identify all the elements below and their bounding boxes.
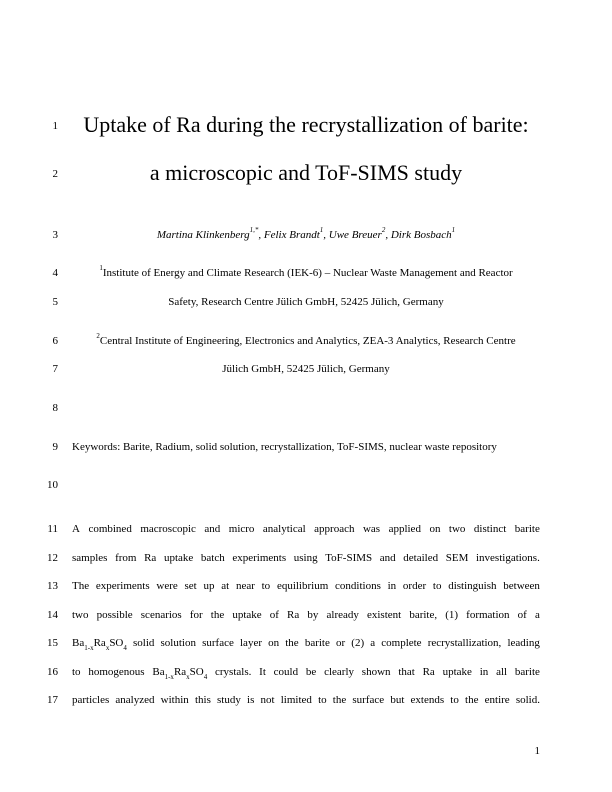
- abstract-line: [72, 636, 540, 653]
- line-number-12: 12: [47, 552, 58, 564]
- abstract-line: [72, 608, 540, 622]
- word: but: [390, 694, 405, 706]
- word: study: [217, 694, 241, 706]
- word: analyzed: [115, 694, 155, 706]
- word: at: [221, 580, 230, 592]
- word: on: [268, 637, 280, 649]
- word: up: [203, 580, 215, 592]
- word: approach: [314, 523, 355, 535]
- word: formation: [466, 609, 510, 621]
- word: to: [318, 694, 327, 706]
- word: The: [72, 580, 90, 592]
- word: solid.: [515, 694, 540, 706]
- word: distinguish: [448, 580, 497, 592]
- title-line-1: Uptake of Ra during the recrystallization of barite:: [83, 112, 529, 137]
- word: barite: [514, 523, 540, 535]
- word: the: [332, 694, 347, 706]
- word: of: [517, 609, 527, 621]
- page-number: 1: [534, 745, 540, 757]
- line-number-1: 1: [52, 120, 58, 132]
- subscript: x: [105, 644, 110, 653]
- subscript: x: [186, 673, 190, 682]
- word: using: [293, 552, 318, 564]
- word: all: [496, 666, 508, 678]
- line-number-6: 6: [52, 335, 58, 347]
- word: from: [115, 552, 137, 564]
- abstract-line: [72, 551, 540, 565]
- word: that: [398, 666, 415, 678]
- abstract-line: [72, 522, 540, 536]
- author-separator: ,: [385, 229, 391, 241]
- word: It: [259, 666, 266, 678]
- word: barite,: [409, 609, 438, 621]
- word: be: [305, 666, 317, 678]
- line-number-3: 3: [52, 229, 58, 241]
- word: for: [189, 609, 203, 621]
- word: Ra: [144, 552, 157, 564]
- word: leading: [507, 637, 540, 649]
- word: on: [429, 523, 441, 535]
- word: the: [285, 637, 299, 649]
- word: surface: [352, 694, 385, 706]
- word: micro: [228, 523, 255, 535]
- subscript: 1-x: [164, 673, 174, 682]
- word: Ra: [422, 666, 435, 678]
- author-affiliation-marker: 1: [319, 226, 324, 235]
- word: extends: [410, 694, 445, 706]
- abstract-line: [72, 665, 540, 682]
- word: two: [448, 523, 466, 535]
- word: homogenous: [88, 666, 145, 678]
- word: is: [247, 694, 255, 706]
- line-number-15: 15: [47, 637, 58, 649]
- line-number-11: 11: [47, 523, 58, 535]
- line-number-8: 8: [52, 402, 58, 414]
- word: SEM: [445, 552, 469, 564]
- word: combined: [88, 523, 132, 535]
- word: layer: [240, 637, 262, 649]
- word: investigations.: [475, 552, 540, 564]
- word: could: [273, 666, 299, 678]
- word: uptake: [163, 552, 194, 564]
- word: were: [156, 580, 178, 592]
- word: recrystallization,: [427, 637, 502, 649]
- line-number-14: 14: [47, 609, 58, 621]
- word: equilibrium: [276, 580, 329, 592]
- affiliation-2-line-2: Jülich GmbH, 52425 Jülich, Germany: [222, 363, 390, 375]
- abstract-line: [72, 579, 540, 593]
- word: particles: [72, 694, 110, 706]
- word: distinct: [473, 523, 507, 535]
- word: entire: [484, 694, 510, 706]
- word: to: [261, 580, 271, 592]
- word: limited: [280, 694, 312, 706]
- line-number-16: 16: [47, 666, 58, 678]
- abstract-line: [72, 693, 540, 707]
- word: (2): [351, 637, 365, 649]
- affiliation-1-line-2: Safety, Research Centre Jülich GmbH, 52425 Jülich, Germany: [168, 296, 444, 308]
- word: uptake: [232, 609, 262, 621]
- word: barite: [304, 637, 330, 649]
- word: ToF-SIMS: [325, 552, 373, 564]
- word: Ra: [287, 609, 300, 621]
- word: not: [260, 694, 275, 706]
- word: or: [335, 637, 346, 649]
- author-affiliation-marker: 1,*: [249, 226, 259, 235]
- word: detailed: [403, 552, 439, 564]
- word: already: [326, 609, 359, 621]
- line-number-4: 4: [52, 267, 58, 279]
- author-separator: ,: [258, 229, 264, 241]
- author-affiliation-marker: 1: [451, 226, 456, 235]
- word: shown: [361, 666, 391, 678]
- affiliation-1-line-1: [72, 266, 540, 280]
- author-name: Uwe Breuer: [328, 229, 382, 241]
- affiliation-2-line-1: [72, 334, 540, 348]
- word: near: [235, 580, 255, 592]
- line-number-10: 10: [47, 479, 58, 491]
- line-number-13: 13: [47, 580, 58, 592]
- word: solid: [133, 637, 155, 649]
- word: experiments: [95, 580, 150, 592]
- word: (1): [445, 609, 459, 621]
- word: two: [72, 609, 89, 621]
- word: $Ba_{1-x}Ra_xSO_4$: [72, 637, 127, 653]
- author-list: [72, 228, 540, 242]
- word: in: [387, 580, 397, 592]
- word: order: [402, 580, 427, 592]
- word: between: [503, 580, 540, 592]
- author-name: Felix Brandt: [263, 229, 320, 241]
- word: applied: [388, 523, 421, 535]
- affiliation-text: Institute of Energy and Climate Research (IEK-6) – Nuclear Waste Management and Reactor: [102, 267, 513, 279]
- word: samples: [72, 552, 108, 564]
- word: the: [465, 694, 479, 706]
- word: of: [269, 609, 279, 621]
- line-number-5: 5: [52, 296, 58, 308]
- word: clearly: [324, 666, 355, 678]
- subscript: 1-x: [84, 644, 94, 653]
- word: the: [210, 609, 225, 621]
- line-number-9: 9: [52, 441, 58, 453]
- word: was: [362, 523, 381, 535]
- word: to: [450, 694, 459, 706]
- word: barite: [514, 666, 540, 678]
- word: and: [204, 523, 221, 535]
- word: crystals.: [215, 666, 252, 678]
- word: a: [370, 637, 376, 649]
- word: surface: [202, 637, 234, 649]
- word: by: [307, 609, 319, 621]
- word: macroscopic: [140, 523, 196, 535]
- title-line-2: a microscopic and ToF-SIMS study: [149, 160, 463, 185]
- word: uptake: [442, 666, 472, 678]
- word: complete: [381, 637, 422, 649]
- word: this: [194, 694, 211, 706]
- word: to: [72, 666, 81, 678]
- word: set: [184, 580, 197, 592]
- word: A: [72, 523, 80, 535]
- author-separator: ,: [323, 229, 329, 241]
- affiliation-text: Central Institute of Engineering, Electronics and Analytics, ZEA-3 Analytics, Research Centre: [99, 335, 516, 347]
- word: analytical: [262, 523, 306, 535]
- word: existent: [366, 609, 402, 621]
- word: $Ba_{1-x}Ra_xSO_4$: [152, 666, 208, 682]
- author-name: Martina Klinkenberg: [156, 229, 250, 241]
- word: within: [160, 694, 189, 706]
- author-affiliation-marker: 2: [381, 226, 386, 235]
- word: batch: [200, 552, 225, 564]
- line-number-7: 7: [52, 363, 58, 375]
- affiliation-marker: 1: [99, 264, 103, 273]
- word: scenarios: [140, 609, 182, 621]
- word: in: [479, 666, 489, 678]
- word: conditions: [335, 580, 381, 592]
- word: possible: [96, 609, 133, 621]
- word: solution: [160, 637, 196, 649]
- line-number-17: 17: [47, 694, 58, 706]
- keywords: Keywords: Barite, Radium, solid solution, recrystallization, ToF-SIMS, nuclear waste repository: [72, 441, 497, 453]
- subscript: 4: [203, 673, 208, 682]
- word: a: [534, 609, 540, 621]
- word: and: [379, 552, 396, 564]
- affiliation-marker: 2: [96, 332, 100, 341]
- author-name: Dirk Bosbach: [390, 229, 452, 241]
- word: to: [432, 580, 442, 592]
- word: experiments: [232, 552, 287, 564]
- subscript: 4: [123, 644, 127, 653]
- line-number-2: 2: [52, 168, 58, 180]
